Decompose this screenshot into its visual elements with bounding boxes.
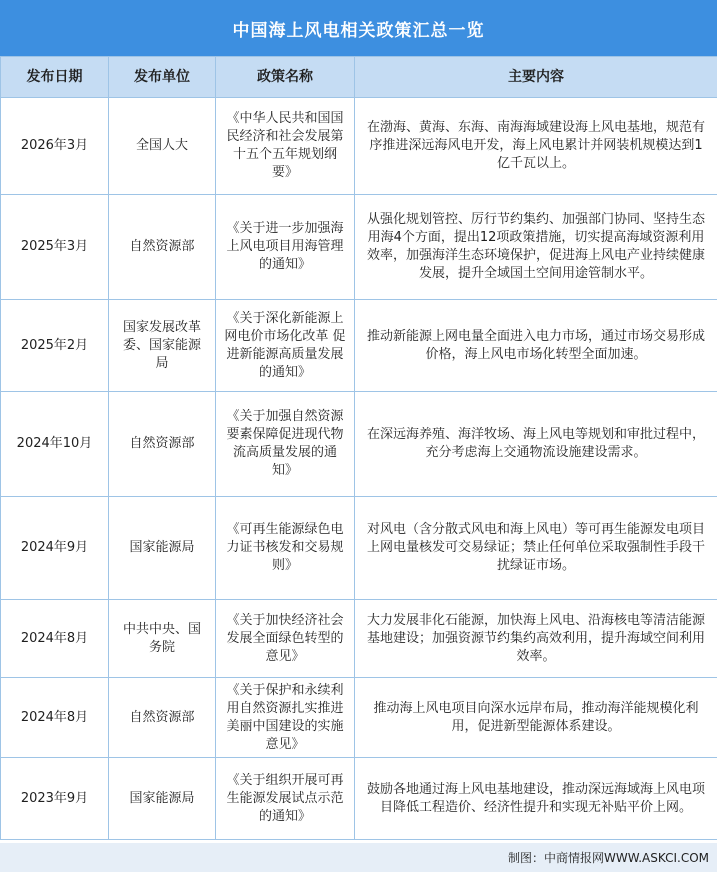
- cell-content: 鼓励各地通过海上风电基地建设，推动深远海域海上风电项目降低工程造价、经济性提升和实现无补贴平价上网。: [355, 758, 717, 840]
- header-org: 发布单位: [109, 57, 216, 98]
- table-row: [1, 758, 717, 840]
- cell-date: 2024年9月: [1, 497, 109, 600]
- cell-policy: 《可再生能源绿色电力证书核发和交易规则》: [216, 497, 355, 600]
- policy-table: [0, 56, 717, 840]
- cell-date: 2024年10月: [1, 392, 109, 497]
- footer-bar: [0, 843, 717, 872]
- cell-org: 自然资源部: [109, 392, 216, 497]
- cell-date: 2026年3月: [1, 98, 109, 195]
- cell-date: 2025年3月: [1, 195, 109, 300]
- header-policy: 政策名称: [216, 57, 355, 98]
- cell-content: 对风电（含分散式风电和海上风电）等可再生能源发电项目上网电量核发可交易绿证；禁止任何单位采取强制性手段干扰绿证市场。: [355, 497, 717, 600]
- cell-date: 2025年2月: [1, 300, 109, 392]
- table-row: [1, 195, 717, 300]
- cell-date: 2023年9月: [1, 758, 109, 840]
- cell-org: 自然资源部: [109, 195, 216, 300]
- cell-policy: 《关于加快经济社会发展全面绿色转型的意见》: [216, 600, 355, 678]
- cell-org: 自然资源部: [109, 678, 216, 758]
- table-row: [1, 98, 717, 195]
- table-row: [1, 392, 717, 497]
- cell-content: 从强化规划管控、厉行节约集约、加强部门协同、坚持生态用海4个方面，提出12项政策措施，切实提高海域资源利用效率，加强海洋生态环境保护，促进海上风电产业持续健康发展，提升全域国土空间用途管制水平。: [355, 195, 717, 300]
- header-content: 主要内容: [355, 57, 717, 98]
- cell-policy: 《关于深化新能源上网电价市场化改革 促进新能源高质量发展的通知》: [216, 300, 355, 392]
- cell-date: 2024年8月: [1, 678, 109, 758]
- cell-content: 大力发展非化石能源，加快海上风电、沿海核电等清洁能源基地建设；加强资源节约集约高效利用，提升海域空间利用效率。: [355, 600, 717, 678]
- cell-org: 全国人大: [109, 98, 216, 195]
- table-row: [1, 678, 717, 758]
- cell-org: 国家发展改革委、国家能源局: [109, 300, 216, 392]
- source-credit: 制图：中商情报网WWW.ASKCI.COM: [508, 851, 709, 865]
- cell-content: 推动海上风电项目向深水远岸布局，推动海洋能规模化利用，促进新型能源体系建设。: [355, 678, 717, 758]
- cell-policy: 《关于进一步加强海上风电项目用海管理的通知》: [216, 195, 355, 300]
- cell-policy: 《关于加强自然资源要素保障促进现代物流高质量发展的通知》: [216, 392, 355, 497]
- cell-policy: 《关于保护和永续利用自然资源扎实推进美丽中国建设的实施意见》: [216, 678, 355, 758]
- cell-org: 中共中央、国务院: [109, 600, 216, 678]
- header-date: 发布日期: [1, 57, 109, 98]
- cell-content: 在深远海养殖、海洋牧场、海上风电等规划和审批过程中，充分考虑海上交通物流设施建设需求。: [355, 392, 717, 497]
- page-title: 中国海上风电相关政策汇总一览: [232, 20, 485, 41]
- cell-org: 国家能源局: [109, 758, 216, 840]
- cell-date: 2024年8月: [1, 600, 109, 678]
- table-row: [1, 300, 717, 392]
- cell-policy: 《关于组织开展可再生能源发展试点示范的通知》: [216, 758, 355, 840]
- cell-content: 推动新能源上网电量全面进入电力市场，通过市场交易形成价格，海上风电市场化转型全面加速。: [355, 300, 717, 392]
- table-row: [1, 497, 717, 600]
- cell-policy: 《中华人民共和国国民经济和社会发展第十五个五年规划纲要》: [216, 98, 355, 195]
- table-row: [1, 600, 717, 678]
- title-bar: [0, 0, 717, 56]
- cell-org: 国家能源局: [109, 497, 216, 600]
- cell-content: 在渤海、黄海、东海、南海海域建设海上风电基地，规范有序推进深远海风电开发，海上风电累计并网装机规模达到1亿千瓦以上。: [355, 98, 717, 195]
- table-header-row: [1, 57, 717, 98]
